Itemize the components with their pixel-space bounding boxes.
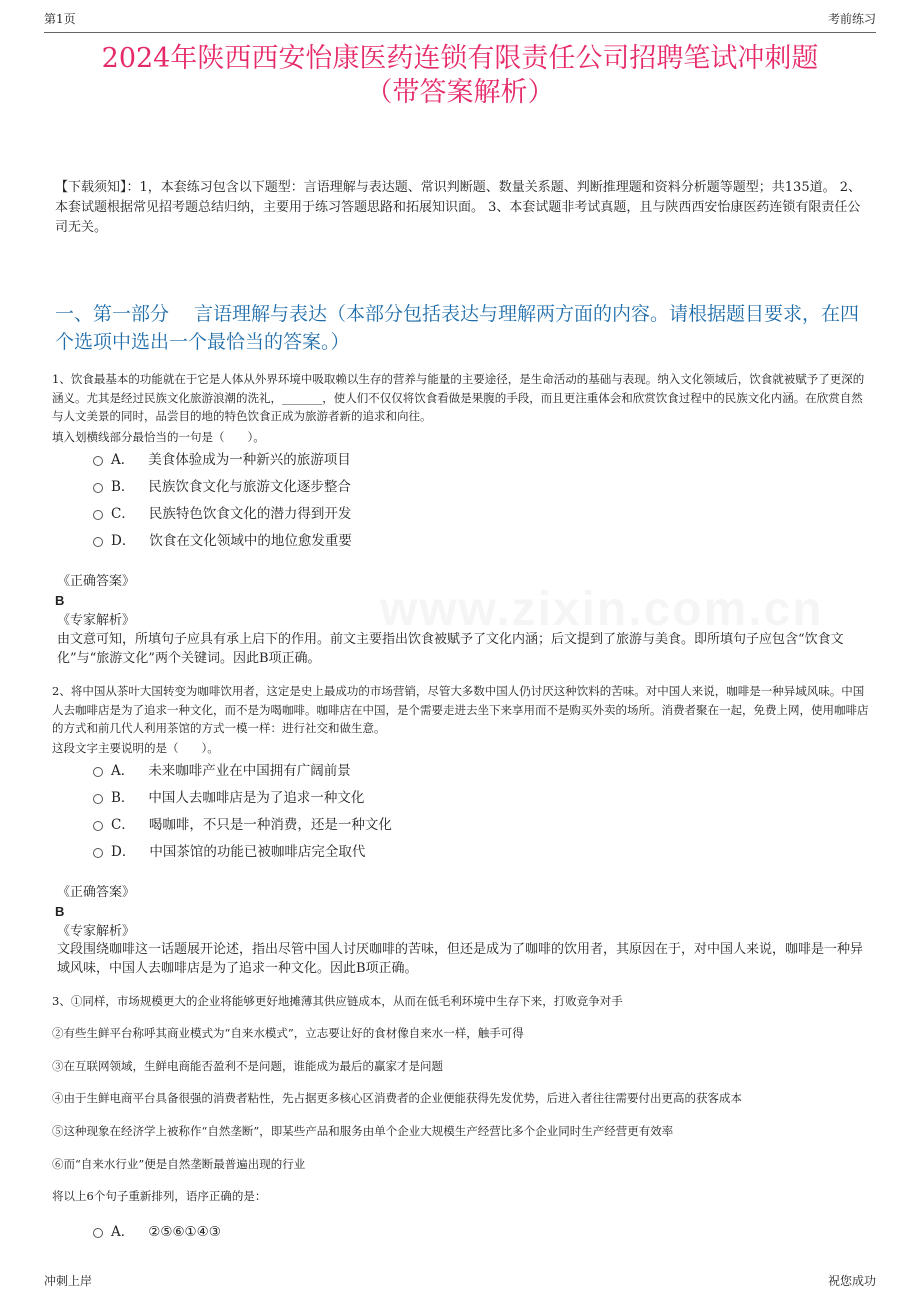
- radio-icon[interactable]: [93, 483, 103, 493]
- question-2-text: 2、将中国从茶叶大国转变为咖啡饮用者，这定是史上最成功的市场营销，尽管大多数中国人仍讨厌这种饮料的苦味。对中国人来说，咖啡是一种异域风味。中国人去咖啡店是为了追求一种文化，而不是为喝咖啡。咖啡店在中国，是个需要走进去坐下来享用而不是购买外卖的场所。消费者聚在一起，免费上网，使用咖啡店的方式和前几代人利用茶馆的方式一模一样：进行社交和做生意。: [52, 684, 869, 735]
- radio-icon[interactable]: [93, 821, 103, 831]
- title-line-1: 2024年陕西西安怡康医药连锁有限责任公司招聘笔试冲刺题: [101, 43, 819, 74]
- section-title: 一、第一部分 言语理解与表达（本部分包括表达与理解两方面的内容。请根据题目要求，在四个选项中选出一个最恰当的答案。）: [55, 303, 860, 353]
- footer-right: 祝您成功: [827, 1274, 876, 1288]
- question-2-option-d[interactable]: D． 中国茶馆的功能已被咖啡店完全取代: [93, 841, 365, 863]
- radio-icon[interactable]: [93, 537, 103, 547]
- document-title: [44, 42, 876, 110]
- question-3-sentence: 3、①同样，市场规模更大的企业将能够更好地摊薄其供应链成本，从而在低毛利环境中生存下来，打败竞争对手: [52, 994, 623, 1008]
- radio-icon[interactable]: [93, 848, 103, 858]
- header-divider: [44, 32, 876, 33]
- download-notice: 【下载须知】：1，本套练习包含以下题型：言语理解与表达题、常识判断题、数量关系题、判断推理题和资料分析题等题型；共135道。 2、本套试题根据常见招考题总结归纳，主要用于练习答题思路和拓展知识面。 3、本套试题非考试真题，且与陕西西安怡康医药连锁有限责任公司无关。: [55, 180, 861, 235]
- footer-left: 冲刺上岸: [44, 1274, 93, 1288]
- question-2-prompt: 这段文字主要说明的是（ ）。: [52, 741, 219, 755]
- question-3-sentence: ⑥而“自来水行业”便是自然垄断最普遍出现的行业: [52, 1157, 306, 1171]
- answer-label: 《正确答案》: [57, 885, 136, 900]
- answer-label: 《正确答案》: [57, 574, 136, 589]
- question-3-option-a[interactable]: A． ②⑤⑥①④③: [93, 1221, 221, 1243]
- answer-value: B: [55, 593, 65, 608]
- question-3-sentence: ④由于生鲜电商平台具备很强的消费者粘性，先占据更多核心区消费者的企业便能获得先发优势，后进入者往往需要付出更高的获客成本: [52, 1091, 742, 1105]
- question-1-option-d[interactable]: D． 饮食在文化领域中的地位愈发重要: [93, 530, 352, 552]
- question-1-option-a[interactable]: A． 美食体验成为一种新兴的旅游项目: [93, 449, 351, 471]
- radio-icon[interactable]: [93, 456, 103, 466]
- answer-value: B: [55, 904, 65, 919]
- explanation-text: 文段围绕咖啡这一话题展开论述，指出尽管中国人讨厌咖啡的苦味，但还是成为了咖啡的饮用者，其原因在于，对中国人来说，咖啡是一种异域风味，中国人去咖啡店是为了追求一种文化。因此B项正确。: [57, 942, 864, 976]
- question-1-option-c[interactable]: C． 民族特色饮食文化的潜力得到开发: [93, 503, 351, 525]
- page-number: 第1页: [44, 12, 76, 26]
- radio-icon[interactable]: [93, 767, 103, 777]
- watermark: www.zixin.com.cn: [380, 583, 824, 636]
- explanation-label: 《专家解析》: [57, 924, 136, 939]
- question-1-text: 1、饮食最基本的功能就在于它是人体从外界环境中吸取赖以生存的营养与能量的主要途径，是生命活动的基础与表现。纳入文化领域后，饮食就被赋予了更深的涵义。尤其是经过民族文化旅游浪潮的洗礼，_______，使人们不仅仅将饮食看做是果腹的手段，而且更注重体会和欣赏饮食过程中的民族文化内涵。在欣赏自然与人文美景的同时，品尝目的地的特色饮食正成为旅游者新的追求和向往。: [52, 372, 865, 423]
- explanation-label: 《专家解析》: [57, 613, 136, 628]
- title-line-2: （带答案解析）: [365, 77, 555, 108]
- radio-icon[interactable]: [93, 1228, 103, 1238]
- radio-icon[interactable]: [93, 794, 103, 804]
- page-header: [0, 0, 920, 36]
- question-2-option-b[interactable]: B． 中国人去咖啡店是为了追求一种文化: [93, 787, 364, 809]
- question-3-sentence: ③在互联网领域，生鲜电商能否盈利不是问题，谁能成为最后的赢家才是问题: [52, 1059, 443, 1073]
- header-tag: 考前练习: [827, 12, 876, 26]
- question-3-prompt: 将以上6个句子重新排列，语序正确的是：: [52, 1189, 267, 1203]
- question-1-prompt: 填入划横线部分最恰当的一句是（ ）。: [52, 430, 265, 444]
- question-2-option-a[interactable]: A． 未来咖啡产业在中国拥有广阔前景: [93, 760, 351, 782]
- question-1-option-b[interactable]: B． 民族饮食文化与旅游文化逐步整合: [93, 476, 351, 498]
- question-3-sentence: ②有些生鲜平台称呼其商业模式为“自来水模式”，立志要让好的食材像自来水一样，触手可得: [52, 1026, 524, 1040]
- explanation-text: 由文意可知，所填句子应具有承上启下的作用。前文主要指出饮食被赋予了文化内涵；后文提到了旅游与美食。即所填句子应包含“饮食文化”与“旅游文化”两个关键词。因此B项正确。: [57, 632, 844, 666]
- question-3-sentence: ⑤这种现象在经济学上被称作“自然垄断”，即某些产品和服务由单个企业大规模生产经营比多个企业同时生产经营更有效率: [52, 1124, 674, 1138]
- radio-icon[interactable]: [93, 510, 103, 520]
- question-2-option-c[interactable]: C． 喝咖啡，不只是一种消费，还是一种文化: [93, 814, 392, 836]
